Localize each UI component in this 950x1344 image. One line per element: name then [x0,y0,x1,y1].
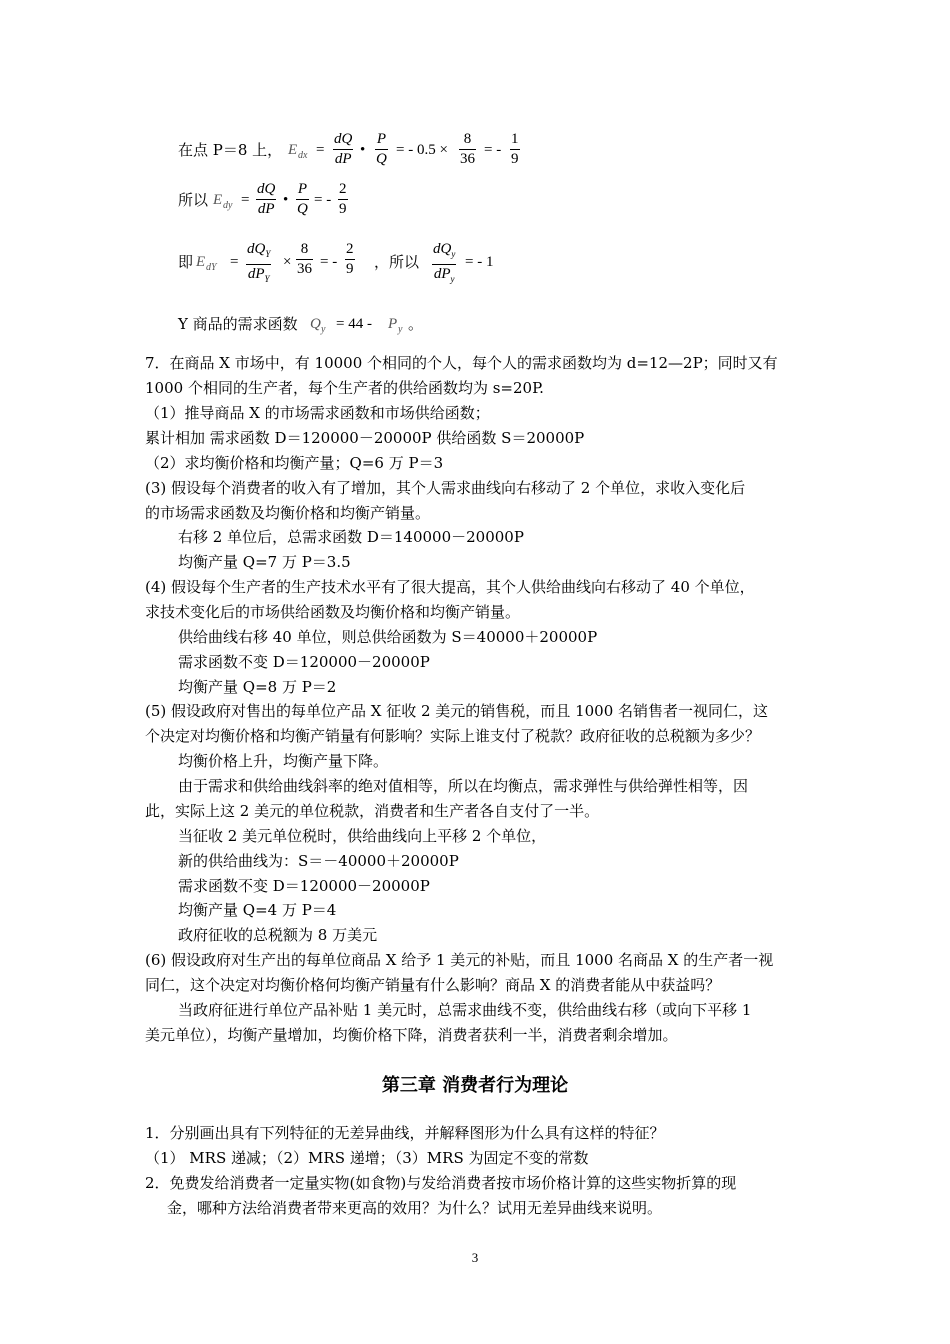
fraction: P Q [297,181,308,217]
fraction: 2 9 [346,241,354,277]
quantity-symbol: Q [310,316,321,332]
formula-prefix: Y 商品的需求函数 [178,315,298,333]
text-line: 右移 2 单位后，总需求函数 D＝140000－20000P [178,528,524,546]
price-symbol: P [388,316,398,332]
text-line: （2）求均衡价格和均衡产量；Q=6 万 P＝3 [145,454,444,472]
text-line: 均衡产量 Q=4 万 P＝4 [178,901,337,919]
text-line: 此，实际上这 2 美元的单位税款，消费者和生产者各自支付了一半。 [145,802,600,820]
text-line: （1）推导商品 X 的市场需求函数和市场供给函数； [145,404,490,422]
formula-prefix: 在点 P＝8 上， [178,141,283,159]
text-line: 当征收 2 美元单位税时，供给曲线向上平移 2 个单位， [178,827,547,845]
quantity-subscript: y [321,324,326,335]
text-line: 的市场需求函数及均衡价格和均衡产销量。 [145,504,431,522]
text-line: (6) 假设政府对生产出的每单位商品 X 给予 1 美元的补贴，而且 1000 名商品 X 的生产者一视 [145,951,774,969]
text-line: 7．在商品 X 市场中，有 10000 个相同的个人，每个人的需求函数均为 d=12—2P；同时又有 [145,354,778,372]
elasticity-subscript: dy [223,200,233,211]
text-line: 1000 个相同的生产者，每个生产者的供给函数均为 s=20P. [145,379,544,397]
dot-operator: • [283,192,289,208]
fraction: $dQ_y$ $dP_y$ [433,241,456,284]
text-line: 政府征收的总税额为 8 万美元 [178,926,378,944]
elasticity-subscript: dY [206,262,217,273]
fraction: 2 9 [339,181,347,217]
question-line: 2．免费发给消费者一定量实物(如食物)与发给消费者按市场价格计算的这些实物折算的现 [145,1174,737,1192]
dot-operator: • [360,142,366,158]
fraction: 8 36 [460,131,475,167]
text-line: 均衡产量 Q=8 万 P＝2 [178,678,337,696]
text-line: 由于需求和供给曲线斜率的绝对值相等，所以在均衡点，需求弹性与供给弹性相等，因 [178,777,749,795]
equals-sign: = [316,142,325,158]
text-line: 个决定对均衡价格和均衡产销量有何影响？实际上谁支付了税款？政府征收的总税额为多少？ [145,727,761,745]
elasticity-symbol: E [196,254,206,270]
fraction: $dQ_Y$ $dP_Y$ [247,241,271,284]
formula-prefix: 即 [178,253,194,271]
elasticity-symbol: E [213,192,223,208]
chapter-title: 第三章 消费者行为理论 [381,1075,569,1096]
text-line: (5) 假设政府对售出的每单位产品 X 征收 2 美元的销售税，而且 1000 名销售者一视同仁，这 [145,702,769,720]
question-line: （1） MRS 递减；（2）MRS 递增；（3）MRS 为固定不变的常数 [145,1149,589,1167]
text-line: (3) 假设每个消费者的收入有了增加，其个人需求曲线向右移动了 2 个单位，求收入变化后 [145,479,746,497]
formula-prefix: 所以 [178,191,209,209]
formula-text: = - [484,142,502,158]
formula-text: = - [314,192,332,208]
times-sign: × [283,254,292,270]
fraction: 1 9 [511,131,519,167]
equals-sign: = [230,254,239,270]
elasticity-subscript: dx [298,150,308,161]
text-line: 美元单位），均衡产量增加，均衡价格下降，消费者获利一半，消费者剩余增加。 [145,1026,678,1044]
formula-text: = 44 - [336,316,372,332]
fraction: P Q [376,131,387,167]
text-line: 同仁，这个决定对均衡价格何均衡产销量有什么影响？商品 X 的消费者能从中获益吗？ [145,976,721,994]
elasticity-symbol: E [288,142,298,158]
page-number: 3 [471,1250,479,1265]
text-line: 供给曲线右移 40 单位，则总供给函数为 S＝40000＋20000P [178,628,598,646]
formula-text: 。 [408,315,424,333]
text-line: (4) 假设每个生产者的生产技术水平有了很大提高，其个人供给曲线向右移动了 40 个单位， [145,578,755,596]
text-line: 当政府征进行单位产品补贴 1 美元时，总需求曲线不变，供给曲线右移（或向下平移 1 [178,1001,752,1019]
fraction: dQ dP [257,181,276,217]
question-line: 1．分别画出具有下列特征的无差异曲线，并解释图形为什么具有这样的特征？ [145,1124,665,1142]
fraction: 8 36 [297,241,312,277]
text-line: 均衡价格上升，均衡产量下降。 [178,752,389,770]
text-line: 均衡产量 Q=7 万 P＝3.5 [178,553,351,571]
formula-text: ，所以 [374,253,420,271]
text-line: 求技术变化后的市场供给函数及均衡价格和均衡产销量。 [145,603,521,621]
equals-sign: = [241,192,250,208]
text-line: 新的供给曲线为：S＝－40000＋20000P [178,852,459,870]
text-line: 需求函数不变 D＝120000－20000P [178,653,430,671]
formula-text: = - 0.5 × [396,142,448,158]
formula-text: = - 1 [465,254,494,270]
price-subscript: y [398,324,403,335]
text-line: 需求函数不变 D＝120000－20000P [178,877,430,895]
fraction: dQ dP [334,131,353,167]
text-line: 累计相加 需求函数 D＝120000－20000P 供给函数 S＝20000P [145,429,585,447]
question-line: 金，哪种方法给消费者带来更高的效用？为什么？试用无差异曲线来说明。 [167,1199,663,1217]
formula-text: = - [320,254,338,270]
